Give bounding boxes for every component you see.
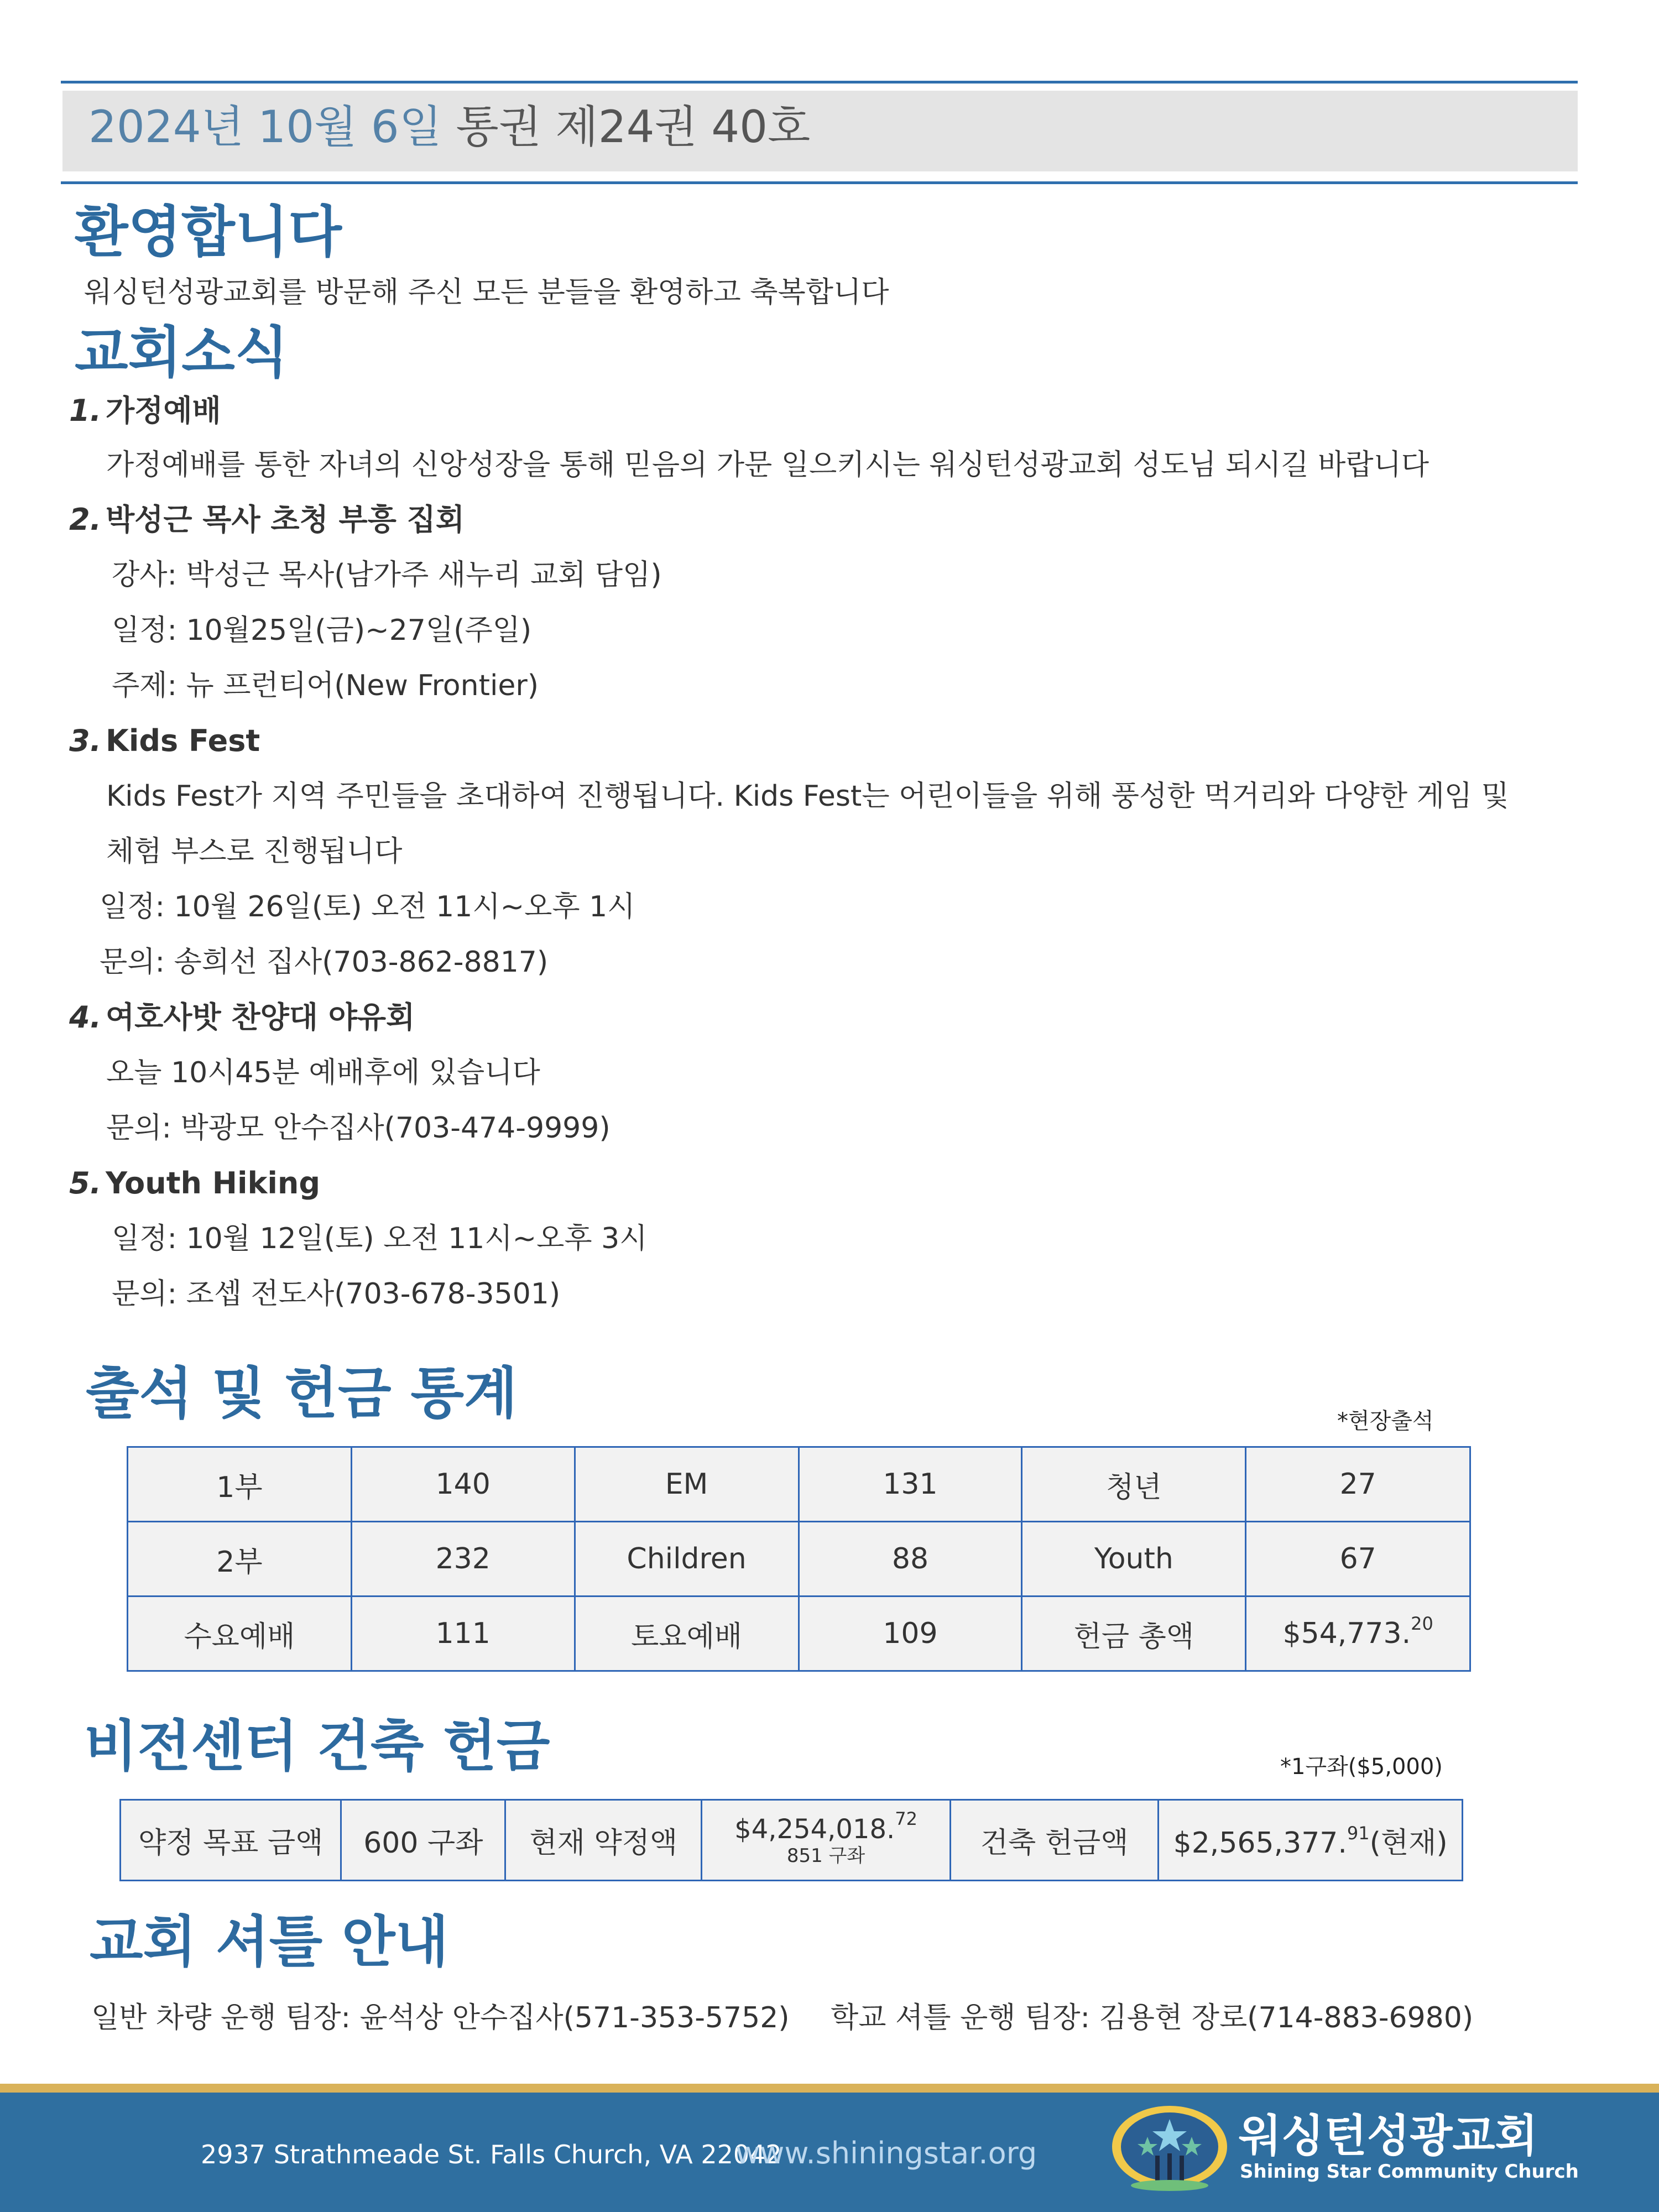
offering-total-cents: 20	[1411, 1613, 1433, 1634]
church-logo-icon	[1109, 2103, 1230, 2197]
table-cell: 토요예배	[575, 1597, 799, 1671]
vision-note: *1구좌($5,000)	[1280, 1754, 1443, 1780]
news-item-line: 문의: 조셉 전도사(703-678-3501)	[112, 1277, 561, 1311]
table-cell: 111	[351, 1597, 575, 1671]
news-item-title	[69, 998, 415, 1037]
table-cell: 140	[351, 1447, 575, 1522]
news-item-line: 일정: 10월25일(금)~27일(주일)	[112, 614, 532, 647]
bulletin-date: 2024년 10월 6일	[88, 101, 442, 153]
table-cell: Youth	[1022, 1522, 1246, 1597]
goal-label-cell: 약정 목표 금액	[121, 1800, 341, 1881]
building-value-cell	[1159, 1800, 1463, 1881]
news-item-line: 일정: 10월 12일(토) 오전 11시~오후 3시	[112, 1222, 648, 1255]
news-item-title	[69, 1164, 320, 1203]
news-item-line: 체험 부스로 진행됩니다	[106, 835, 403, 868]
news-item-number: 2.	[69, 502, 102, 537]
welcome-text: 워싱턴성광교회를 방문해 주신 모든 분들을 환영하고 축복합니다	[84, 276, 889, 309]
table-cell: 232	[351, 1522, 575, 1597]
table-cell: 2부	[128, 1522, 352, 1597]
news-item-line: 문의: 송희선 집사(703-862-8817)	[100, 946, 549, 979]
news-item-title	[69, 500, 465, 539]
news-item-line: 오늘 10시45분 예배후에 있습니다	[106, 1056, 540, 1089]
table-cell: 헌금 총액	[1022, 1597, 1246, 1671]
header-bottom-rule	[61, 181, 1578, 184]
news-item-line: 강사: 박성근 목사(남가주 새누리 교회 담임)	[112, 559, 662, 592]
table-cell: 1부	[128, 1447, 352, 1522]
news-title: 교회소식	[75, 320, 289, 385]
pledge-value-cell	[702, 1800, 951, 1881]
news-item-label: 가정예배	[106, 393, 221, 428]
news-item-number: 5.	[69, 1166, 102, 1201]
table-row	[128, 1597, 1470, 1671]
welcome-title: 환영합니다	[75, 200, 342, 264]
building-label-cell: 건축 헌금액	[951, 1800, 1159, 1881]
offering-total-amount: $54,773.	[1282, 1617, 1411, 1650]
pledge-label-cell: 현재 약정액	[505, 1800, 702, 1881]
stats-table	[127, 1446, 1471, 1672]
building-amount: $2,565,377.	[1173, 1827, 1347, 1860]
news-item-number: 1.	[69, 393, 102, 428]
table-cell: 67	[1246, 1522, 1470, 1597]
vision-table	[119, 1799, 1463, 1881]
news-item-label: Youth Hiking	[106, 1166, 320, 1201]
table-cell: 88	[799, 1522, 1022, 1597]
table-row	[128, 1522, 1470, 1597]
news-item-title	[69, 392, 221, 430]
building-cents: 91	[1347, 1823, 1370, 1844]
news-item-label: Kids Fest	[106, 723, 260, 758]
table-cell: 수요예배	[128, 1597, 352, 1671]
table-cell: EM	[575, 1447, 799, 1522]
table-row	[128, 1447, 1470, 1522]
shuttle-title: 교회 셔틀 안내	[90, 1910, 449, 1974]
footer-address: 2937 Strathmeade St. Falls Church, VA 22042	[201, 2140, 782, 2169]
stats-note: *현장출석	[1337, 1408, 1434, 1434]
pledge-cents: 72	[895, 1808, 917, 1829]
pledge-units: 851 구좌	[786, 1844, 865, 1867]
news-item-line: 문의: 박광모 안수집사(703-474-9999)	[106, 1112, 611, 1145]
table-cell: 청년	[1022, 1447, 1246, 1522]
top-rule	[61, 81, 1578, 84]
news-item-number: 3.	[69, 723, 102, 758]
bulletin-volume: 통권 제24권 40호	[456, 101, 811, 153]
news-item-title	[69, 722, 260, 760]
news-item-label: 여호사밧 찬양대 야유회	[106, 1000, 415, 1035]
stats-title: 출석 및 헌금 통계	[86, 1361, 518, 1426]
footer-website-link[interactable]: www.shiningstar.org	[735, 2136, 1037, 2171]
building-suffix: (현재)	[1369, 1827, 1448, 1860]
bulletin-header	[88, 100, 810, 155]
shuttle-general-leader: 일반 차량 운행 팀장: 윤석상 안수집사(571-353-5752)	[91, 2001, 790, 2034]
table-cell: 27	[1246, 1447, 1470, 1522]
table-cell: 109	[799, 1597, 1022, 1671]
footer-church-name-kr: 워싱턴성광교회	[1239, 2110, 1538, 2162]
news-item-line: Kids Fest가 지역 주민들을 초대하여 진행됩니다. Kids Fest는 어린이들을 위해 풍성한 먹거리와 다양한 게임 및	[106, 780, 1509, 813]
table-cell: Children	[575, 1522, 799, 1597]
offering-total-cell	[1246, 1597, 1470, 1671]
pledge-amount-line	[702, 1808, 950, 1845]
news-item-line: 주제: 뉴 프런티어(New Frontier)	[112, 669, 539, 702]
news-item-line: 일정: 10월 26일(토) 오전 11시~오후 1시	[100, 890, 635, 924]
vision-title: 비전센터 건축 헌금	[84, 1714, 550, 1778]
goal-value-cell: 600 구좌	[341, 1800, 505, 1881]
news-item-label: 박성근 목사 초청 부흥 집회	[106, 502, 465, 537]
table-cell: 131	[799, 1447, 1022, 1522]
table-row	[121, 1800, 1463, 1881]
footer-gold-strip	[0, 2084, 1659, 2093]
news-item-line: 가정예배를 통한 자녀의 신앙성장을 통해 믿음의 가문 일으키시는 워싱턴성광교회 성도님 되시길 바랍니다	[106, 448, 1430, 482]
pledge-amount: $4,254,018.	[734, 1813, 895, 1845]
news-item-number: 4.	[69, 1000, 102, 1035]
shuttle-school-leader: 학교 셔틀 운행 팀장: 김용현 장로(714-883-6980)	[831, 2001, 1474, 2034]
footer-church-name-en: Shining Star Community Church	[1240, 2161, 1579, 2183]
